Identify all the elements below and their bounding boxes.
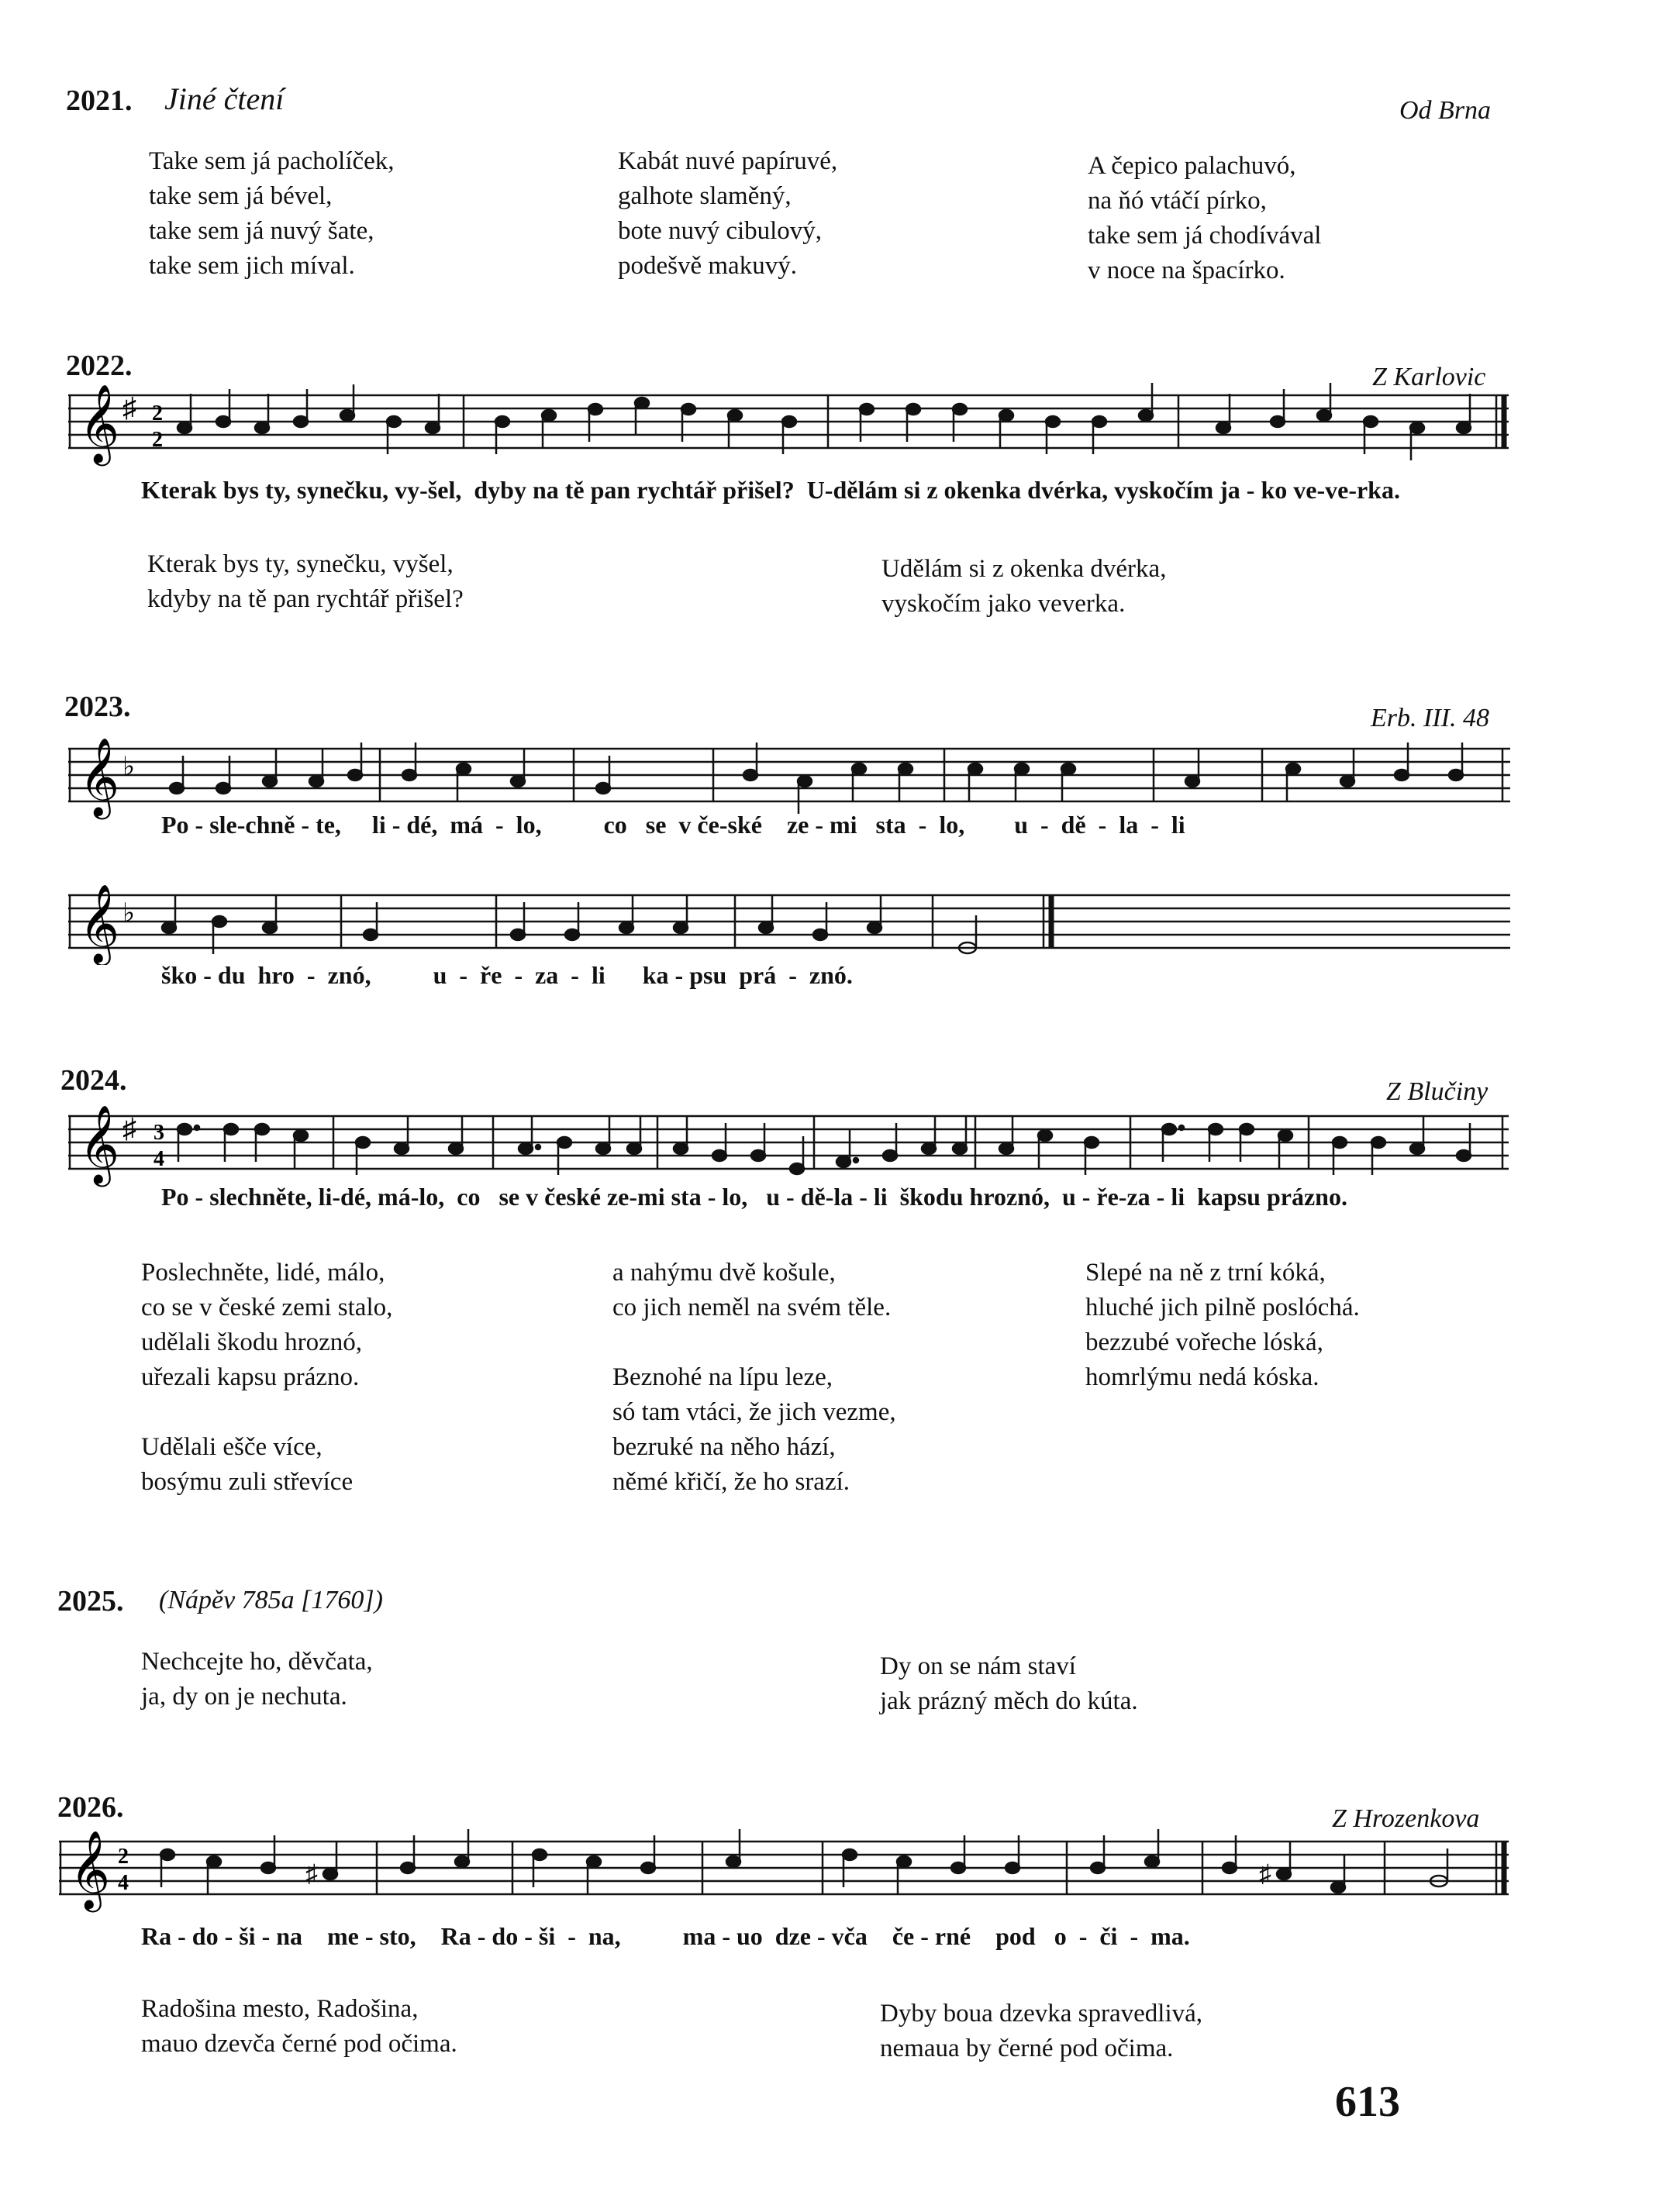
song-2021-verse-3: A čepico palachuvó, na ňó vtáčí pírko, take sem já chodívával v noce na špacírko.	[1088, 152, 1322, 284]
treble-clef-icon: 𝄞	[70, 1829, 111, 1909]
song-2023-lyrics-2: ško - du hro - znó, u - ře - za - li ka - psu prá - znó.	[161, 961, 853, 989]
song-2026-lyrics: Ra - do - ši - na me - sto, Ra - do - ši - na, ma - uo dze - vča če - rné pod o - či - ma.	[141, 1922, 1190, 1950]
svg-text:2: 2	[118, 1845, 129, 1869]
song-2022-verse-1: Kterak bys ty, synečku, vyšel, kdyby na tě pan rychtář přišel?	[147, 550, 464, 613]
song-2021-title: Jiné čtení	[164, 81, 285, 116]
song-2026-verse-1: Radošina mesto, Radošina, mauo dzevča černé pod očima.	[141, 1995, 457, 2058]
treble-clef-icon: 𝄞	[79, 383, 120, 463]
song-2021-verse-1: Take sem já pacholíček, take sem já bével, take sem já nuvý šate, take sem jich míval.	[149, 147, 395, 280]
page-number: 613	[1335, 2078, 1400, 2126]
song-2024-staff	[68, 1091, 1509, 1192]
song-2025-verse-1: Nechcejte ho, děvčata, ja, dy on je nechuta.	[141, 1648, 373, 1711]
svg-text:3: 3	[154, 1121, 164, 1145]
song-2026-source: Z Hrozenkova	[1332, 1804, 1480, 1833]
song-2024-number: 2024.	[60, 1064, 127, 1097]
treble-clef-icon: 𝄞	[79, 1104, 120, 1184]
song-2022-verse-2: Udělám si z okenka dvérka, vyskočím jako veverka.	[881, 555, 1167, 618]
song-2023-staff-1	[68, 721, 1510, 822]
song-2026-staff	[59, 1818, 1509, 1919]
song-2023-lyrics-1: Po - sle-chně - te, li - dé, má - lo, co se v če-ské ze - mi sta - lo, u - dě - la - li	[161, 811, 1185, 839]
svg-text:♭: ♭	[122, 899, 136, 928]
song-2022-number: 2022.	[66, 350, 133, 382]
song-2026-verse-2: Dyby boua dzevka spravedlivá, nemaua by černé pod očima.	[880, 2000, 1203, 2062]
svg-text:♯: ♯	[122, 392, 136, 423]
song-2022-lyrics: Kterak bys ty, synečku, vy-šel, dyby na tě pan rychtář přišel? U-dělám si z okenka dvérka, vyskočím ja - ko ve-ve-rka.	[141, 476, 1400, 504]
svg-text:4: 4	[154, 1147, 164, 1171]
song-2024-verse-1: Poslechněte, lidé, málo, co se v české zemi stalo, udělali škodu hroznó, uřezali kapsu prázno. Udělali ešče více, bosýmu zuli střevíce	[141, 1259, 393, 1496]
svg-text:♯: ♯	[122, 1113, 136, 1144]
treble-clef-icon: 𝄞	[79, 736, 120, 816]
song-2024-verse-2: a nahýmu dvě košule, co jich neměl na svém těle. Beznohé na lípu leze, só tam vtáci, že jich vezme, bezruké na něho hází, němé křičí, že ho srazí.	[612, 1259, 896, 1496]
svg-text:2: 2	[152, 401, 163, 426]
song-2023-source: Erb. III. 48	[1371, 704, 1489, 732]
song-2025-number: 2025.	[57, 1585, 124, 1618]
song-2022-source: Z Karlovic	[1372, 363, 1486, 391]
song-2025-verse-2: Dy on se nám staví jak prázný měch do kúta.	[880, 1652, 1138, 1715]
song-2024-verse-3: Slepé na ně z trní kóká, hluché jich pilně poslóchá. bezzubé vořeche lóská, homrlýmu nedá kóska.	[1085, 1259, 1360, 1391]
svg-text:4: 4	[118, 1871, 129, 1895]
song-2021-source: Od Brna	[1399, 96, 1492, 125]
song-2024-source: Z Blučiny	[1386, 1077, 1489, 1106]
song-2021-verse-2: Kabát nuvé papíruvé, galhote slaměný, bote nuvý cibulový, podešvě makuvý.	[618, 147, 838, 280]
svg-text:♭: ♭	[122, 753, 136, 781]
song-2021-number: 2021.	[66, 84, 133, 117]
treble-clef-icon: 𝄞	[79, 883, 120, 963]
song-2024-lyrics: Po - slechněte, li-dé, má-lo, co se v české ze-mi sta - lo, u - dě-la - li škodu hroznó, u - ře-za - li kapsu prázno.	[161, 1183, 1347, 1211]
song-2023-staff-2	[68, 864, 1510, 965]
song-2025-title: (Nápěv 785a [1760])	[159, 1586, 383, 1614]
svg-text:♯: ♯	[305, 1859, 318, 1887]
svg-text:♯: ♯	[1259, 1859, 1271, 1887]
song-2023-number: 2023.	[64, 691, 131, 723]
song-2022-staff	[68, 372, 1509, 473]
song-2026-number: 2026.	[57, 1791, 124, 1824]
svg-text:2: 2	[152, 428, 163, 452]
